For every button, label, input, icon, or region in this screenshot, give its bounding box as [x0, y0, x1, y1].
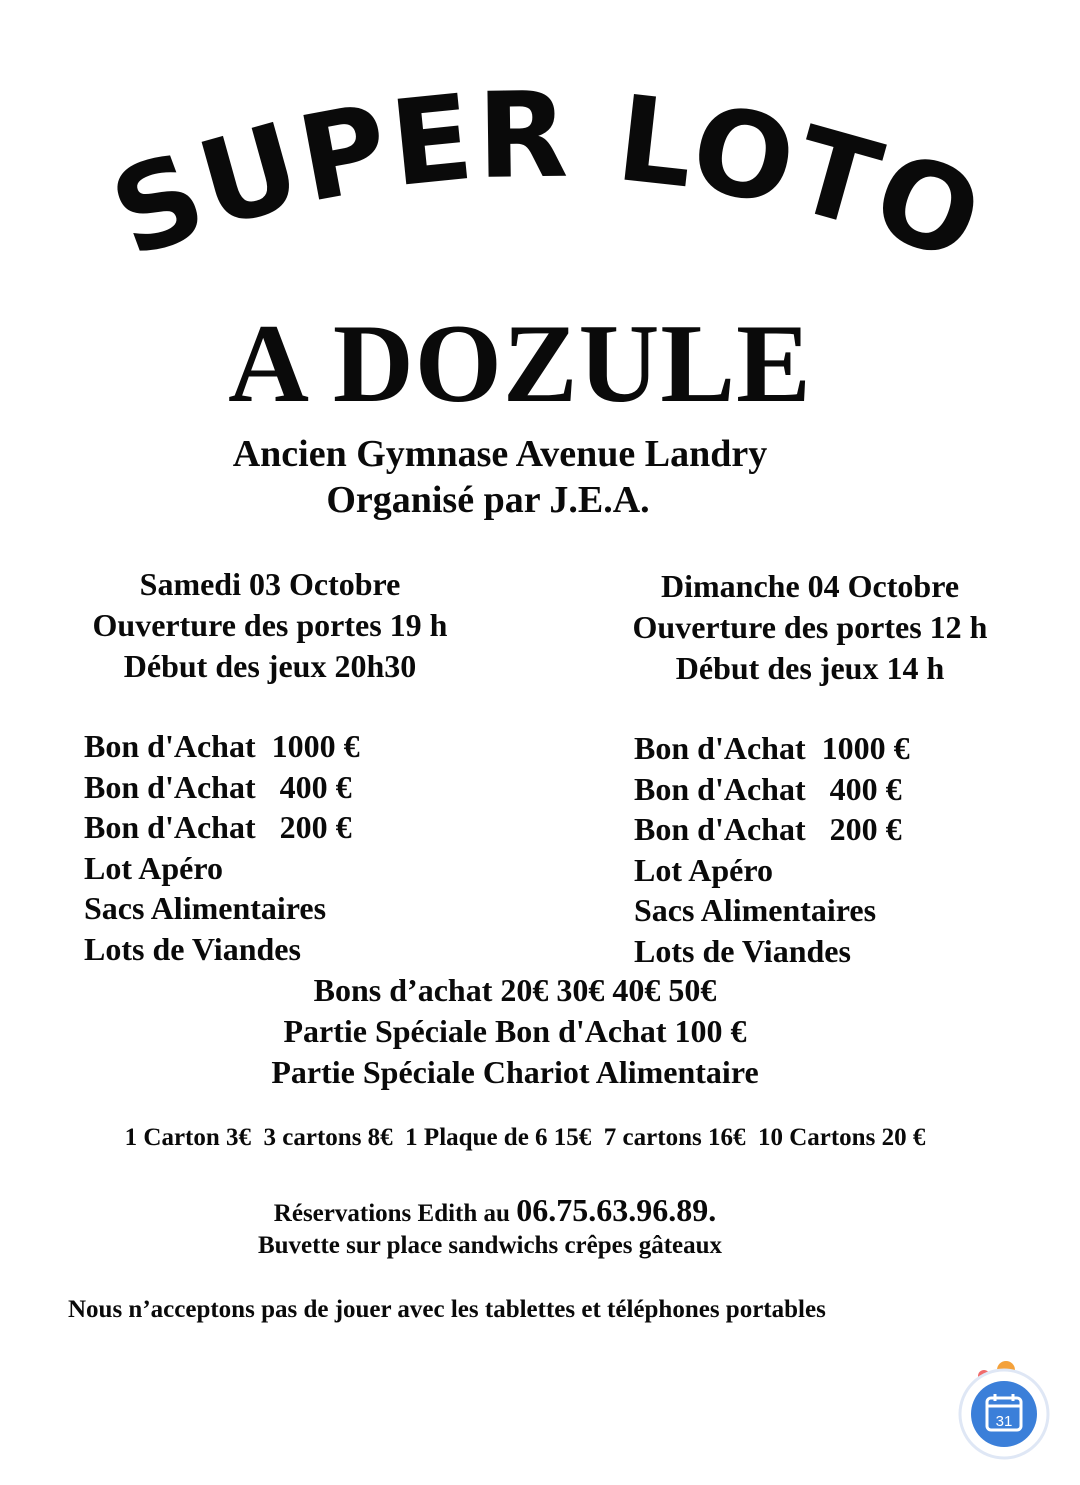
prize-item: Sacs Alimentaires — [634, 892, 877, 928]
sunday-doors: Ouverture des portes 12 h — [632, 609, 988, 645]
special-line: Partie Spéciale Chariot Alimentaire — [271, 1054, 759, 1090]
card-prices: 1 Carton 3€ 3 cartons 8€ 1 Plaque de 6 15€ 7 cartons 16€ 10 Cartons 20 € — [124, 1124, 926, 1151]
calendar-badge[interactable] — [940, 1342, 1060, 1462]
title-arc — [0, 60, 1080, 280]
prize-item: Lot Apéro — [634, 851, 773, 888]
prize-item: Bon d'Achat 1000 € — [634, 730, 910, 766]
sunday-day: Dimanche 04 Octobre — [660, 568, 960, 604]
calendar-day-number: 31 — [995, 1413, 1013, 1430]
saturday-doors: Ouverture des portes 19 h — [92, 607, 448, 643]
sunday-start: Début des jeux 14 h — [675, 650, 945, 686]
city-title: A DOZULE — [228, 302, 812, 426]
sunday-prizes — [634, 728, 910, 971]
prize-item: Lots de Viandes — [634, 932, 851, 969]
prize-item: Bon d'Achat 400 € — [634, 770, 902, 807]
saturday-prizes — [84, 726, 360, 969]
prize-item: Bon d'Achat 200 € — [84, 809, 352, 845]
venue-line: Ancien Gymnase Avenue Landry — [232, 433, 768, 475]
reservation-label: Réservations Edith au — [273, 1200, 517, 1227]
prize-item: Lot Apéro — [84, 849, 223, 886]
saturday-start: Début des jeux 20h30 — [123, 648, 417, 684]
prize-item: Sacs Alimentaires — [84, 890, 327, 926]
reservation-line — [0, 1192, 990, 1229]
sunday-schedule — [580, 566, 1040, 689]
prize-item: Lots de Viandes — [84, 930, 301, 967]
organizer-line: Organisé par J.E.A. — [326, 479, 650, 521]
prize-item: Bon d'Achat 200 € — [634, 811, 902, 847]
prize-item: Bon d'Achat 1000 € — [84, 728, 360, 764]
calendar-icon — [940, 1342, 1060, 1462]
special-line: Bons d’achat 20€ 30€ 40€ 50€ — [313, 972, 717, 1008]
saturday-day: Samedi 03 Octobre — [139, 566, 401, 602]
prize-item: Bon d'Achat 400 € — [84, 768, 352, 805]
buvette-line: Buvette sur place sandwichs crêpes gâteaux — [257, 1232, 723, 1259]
flyer-title: SUPER LOTO — [94, 65, 1001, 280]
special-games — [0, 970, 1030, 1093]
reservation-phone: 06.75.63.96.89. — [516, 1192, 717, 1228]
notice-line: Nous n’acceptons pas de jouer avec les tablettes et téléphones portables — [68, 1296, 826, 1323]
saturday-schedule — [40, 564, 500, 687]
special-line: Partie Spéciale Bon d'Achat 100 € — [283, 1013, 747, 1049]
